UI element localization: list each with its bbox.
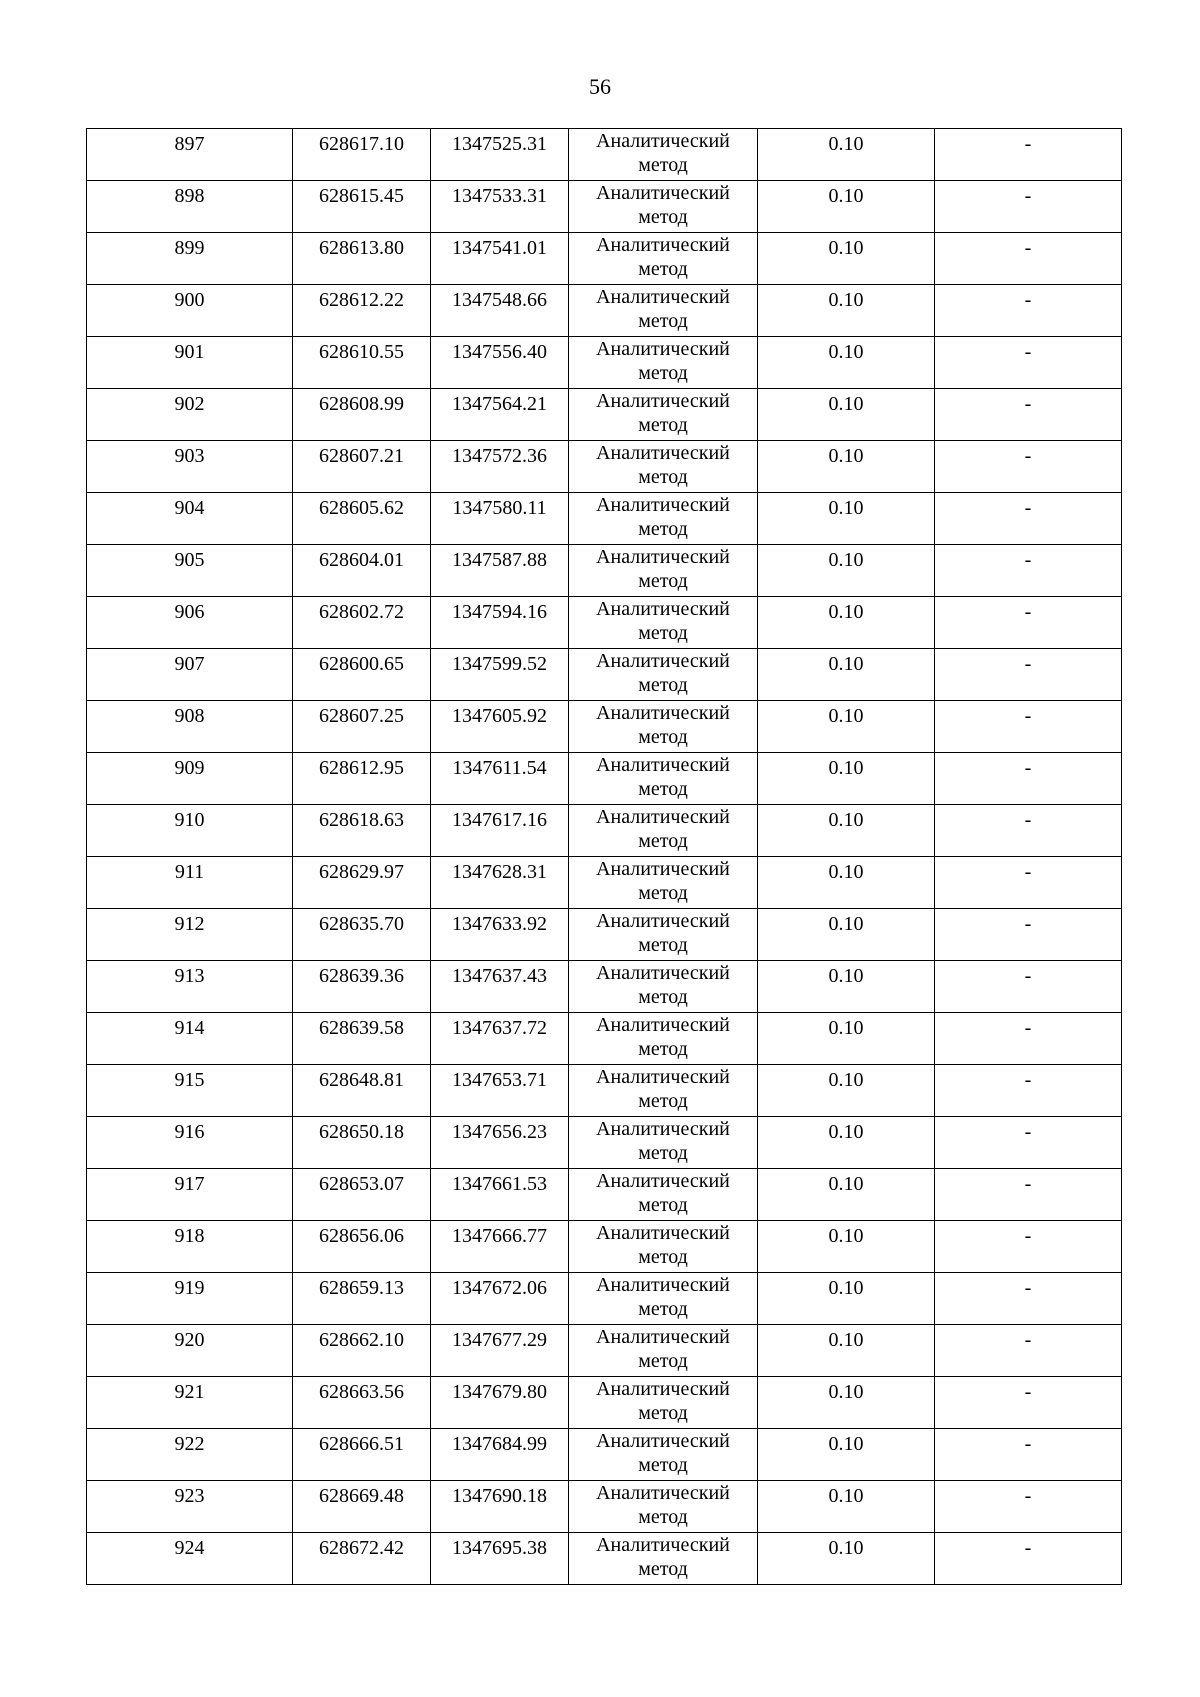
table-row — [87, 753, 1122, 805]
method-line-2: метод — [638, 1506, 688, 1528]
y-coordinate-cell: 1347695.38 — [431, 1533, 569, 1585]
y-coordinate-cell: 1347556.40 — [431, 337, 569, 389]
method-cell — [569, 1325, 758, 1377]
y-coordinate-cell: 1347666.77 — [431, 1221, 569, 1273]
x-coordinate-cell: 628666.51 — [293, 1429, 431, 1481]
x-coordinate-cell: 628669.48 — [293, 1481, 431, 1533]
method-line-1: Аналитический — [596, 1066, 730, 1088]
accuracy-cell: 0.10 — [758, 1377, 935, 1429]
point-number-cell: 919 — [87, 1273, 293, 1325]
note-cell: - — [935, 389, 1122, 441]
y-coordinate-cell: 1347677.29 — [431, 1325, 569, 1377]
method-line-2: метод — [638, 830, 688, 852]
note-cell: - — [935, 181, 1122, 233]
method-cell — [569, 1481, 758, 1533]
method-cell — [569, 1377, 758, 1429]
method-line-1: Аналитический — [596, 806, 730, 828]
accuracy-cell: 0.10 — [758, 805, 935, 857]
method-line-1: Аналитический — [596, 1326, 730, 1348]
method-cell — [569, 1065, 758, 1117]
method-cell — [569, 1429, 758, 1481]
point-number-cell: 922 — [87, 1429, 293, 1481]
y-coordinate-cell: 1347548.66 — [431, 285, 569, 337]
point-number-cell: 906 — [87, 597, 293, 649]
note-cell: - — [935, 1117, 1122, 1169]
y-coordinate-cell: 1347690.18 — [431, 1481, 569, 1533]
x-coordinate-cell: 628613.80 — [293, 233, 431, 285]
x-coordinate-cell: 628618.63 — [293, 805, 431, 857]
x-coordinate-cell: 628663.56 — [293, 1377, 431, 1429]
point-number-cell: 923 — [87, 1481, 293, 1533]
x-coordinate-cell: 628639.58 — [293, 1013, 431, 1065]
accuracy-cell: 0.10 — [758, 1273, 935, 1325]
method-line-2: метод — [638, 206, 688, 228]
accuracy-cell: 0.10 — [758, 1325, 935, 1377]
x-coordinate-cell: 628605.62 — [293, 493, 431, 545]
method-line-2: метод — [638, 882, 688, 904]
method-cell — [569, 649, 758, 701]
y-coordinate-cell: 1347599.52 — [431, 649, 569, 701]
accuracy-cell: 0.10 — [758, 1117, 935, 1169]
accuracy-cell: 0.10 — [758, 1429, 935, 1481]
method-cell — [569, 181, 758, 233]
x-coordinate-cell: 628612.95 — [293, 753, 431, 805]
method-line-2: метод — [638, 778, 688, 800]
table-body — [87, 129, 1122, 1585]
note-cell: - — [935, 1273, 1122, 1325]
method-line-1: Аналитический — [596, 598, 730, 620]
method-line-2: метод — [638, 1194, 688, 1216]
x-coordinate-cell: 628600.65 — [293, 649, 431, 701]
x-coordinate-cell: 628659.13 — [293, 1273, 431, 1325]
method-line-1: Аналитический — [596, 442, 730, 464]
method-line-1: Аналитический — [596, 286, 730, 308]
method-line-1: Аналитический — [596, 1222, 730, 1244]
accuracy-cell: 0.10 — [758, 181, 935, 233]
note-cell: - — [935, 909, 1122, 961]
table-row — [87, 1273, 1122, 1325]
method-line-2: метод — [638, 1038, 688, 1060]
y-coordinate-cell: 1347653.71 — [431, 1065, 569, 1117]
point-number-cell: 907 — [87, 649, 293, 701]
method-line-1: Аналитический — [596, 182, 730, 204]
note-cell: - — [935, 753, 1122, 805]
page-number: 56 — [589, 74, 611, 99]
y-coordinate-cell: 1347587.88 — [431, 545, 569, 597]
method-line-1: Аналитический — [596, 1274, 730, 1296]
x-coordinate-cell: 628656.06 — [293, 1221, 431, 1273]
method-line-2: метод — [638, 1298, 688, 1320]
accuracy-cell: 0.10 — [758, 909, 935, 961]
method-line-2: метод — [638, 934, 688, 956]
accuracy-cell: 0.10 — [758, 1481, 935, 1533]
y-coordinate-cell: 1347684.99 — [431, 1429, 569, 1481]
method-line-2: метод — [638, 1350, 688, 1372]
y-coordinate-cell: 1347572.36 — [431, 441, 569, 493]
method-line-1: Аналитический — [596, 1118, 730, 1140]
coordinates-table — [86, 128, 1122, 1585]
method-line-1: Аналитический — [596, 858, 730, 880]
method-cell — [569, 753, 758, 805]
method-cell — [569, 1169, 758, 1221]
y-coordinate-cell: 1347628.31 — [431, 857, 569, 909]
method-cell — [569, 1273, 758, 1325]
x-coordinate-cell: 628650.18 — [293, 1117, 431, 1169]
y-coordinate-cell: 1347580.11 — [431, 493, 569, 545]
note-cell: - — [935, 1533, 1122, 1585]
point-number-cell: 900 — [87, 285, 293, 337]
method-line-1: Аналитический — [596, 234, 730, 256]
y-coordinate-cell: 1347533.31 — [431, 181, 569, 233]
y-coordinate-cell: 1347617.16 — [431, 805, 569, 857]
accuracy-cell: 0.10 — [758, 597, 935, 649]
method-line-1: Аналитический — [596, 130, 730, 152]
x-coordinate-cell: 628602.72 — [293, 597, 431, 649]
accuracy-cell: 0.10 — [758, 285, 935, 337]
y-coordinate-cell: 1347564.21 — [431, 389, 569, 441]
point-number-cell: 918 — [87, 1221, 293, 1273]
method-cell — [569, 441, 758, 493]
accuracy-cell: 0.10 — [758, 649, 935, 701]
point-number-cell: 911 — [87, 857, 293, 909]
table-row — [87, 1221, 1122, 1273]
accuracy-cell: 0.10 — [758, 441, 935, 493]
x-coordinate-cell: 628617.10 — [293, 129, 431, 181]
method-line-1: Аналитический — [596, 494, 730, 516]
table-row — [87, 1481, 1122, 1533]
point-number-cell: 924 — [87, 1533, 293, 1585]
y-coordinate-cell: 1347661.53 — [431, 1169, 569, 1221]
accuracy-cell: 0.10 — [758, 389, 935, 441]
point-number-cell: 897 — [87, 129, 293, 181]
note-cell: - — [935, 1325, 1122, 1377]
table-row — [87, 1429, 1122, 1481]
note-cell: - — [935, 285, 1122, 337]
method-line-2: метод — [638, 310, 688, 332]
table-row — [87, 1169, 1122, 1221]
point-number-cell: 901 — [87, 337, 293, 389]
table-row — [87, 441, 1122, 493]
method-line-1: Аналитический — [596, 546, 730, 568]
method-line-2: метод — [638, 1090, 688, 1112]
note-cell: - — [935, 1377, 1122, 1429]
method-cell — [569, 285, 758, 337]
table-row — [87, 597, 1122, 649]
point-number-cell: 915 — [87, 1065, 293, 1117]
method-cell — [569, 961, 758, 1013]
method-cell — [569, 857, 758, 909]
note-cell: - — [935, 597, 1122, 649]
note-cell: - — [935, 545, 1122, 597]
table-row — [87, 857, 1122, 909]
method-line-2: метод — [638, 1454, 688, 1476]
point-number-cell: 905 — [87, 545, 293, 597]
table-row — [87, 909, 1122, 961]
method-cell — [569, 909, 758, 961]
table-row — [87, 1377, 1122, 1429]
method-cell — [569, 1117, 758, 1169]
x-coordinate-cell: 628662.10 — [293, 1325, 431, 1377]
y-coordinate-cell: 1347525.31 — [431, 129, 569, 181]
point-number-cell: 910 — [87, 805, 293, 857]
method-line-2: метод — [638, 1246, 688, 1268]
note-cell: - — [935, 1169, 1122, 1221]
y-coordinate-cell: 1347656.23 — [431, 1117, 569, 1169]
x-coordinate-cell: 628648.81 — [293, 1065, 431, 1117]
point-number-cell: 908 — [87, 701, 293, 753]
method-cell — [569, 805, 758, 857]
method-cell — [569, 337, 758, 389]
method-line-2: метод — [638, 1402, 688, 1424]
note-cell: - — [935, 1221, 1122, 1273]
y-coordinate-cell: 1347605.92 — [431, 701, 569, 753]
method-cell — [569, 597, 758, 649]
method-line-1: Аналитический — [596, 1170, 730, 1192]
y-coordinate-cell: 1347633.92 — [431, 909, 569, 961]
point-number-cell: 914 — [87, 1013, 293, 1065]
table-row — [87, 493, 1122, 545]
note-cell: - — [935, 1013, 1122, 1065]
method-line-2: метод — [638, 258, 688, 280]
method-line-1: Аналитический — [596, 1534, 730, 1556]
note-cell: - — [935, 1065, 1122, 1117]
method-line-1: Аналитический — [596, 390, 730, 412]
method-line-2: метод — [638, 362, 688, 384]
table-row — [87, 337, 1122, 389]
method-cell — [569, 129, 758, 181]
point-number-cell: 916 — [87, 1117, 293, 1169]
point-number-cell: 902 — [87, 389, 293, 441]
x-coordinate-cell: 628604.01 — [293, 545, 431, 597]
note-cell: - — [935, 961, 1122, 1013]
method-line-2: метод — [638, 518, 688, 540]
method-line-1: Аналитический — [596, 1378, 730, 1400]
accuracy-cell: 0.10 — [758, 701, 935, 753]
accuracy-cell: 0.10 — [758, 129, 935, 181]
x-coordinate-cell: 628629.97 — [293, 857, 431, 909]
x-coordinate-cell: 628610.55 — [293, 337, 431, 389]
x-coordinate-cell: 628635.70 — [293, 909, 431, 961]
x-coordinate-cell: 628612.22 — [293, 285, 431, 337]
y-coordinate-cell: 1347611.54 — [431, 753, 569, 805]
point-number-cell: 917 — [87, 1169, 293, 1221]
table-row — [87, 1325, 1122, 1377]
method-cell — [569, 493, 758, 545]
method-line-2: метод — [638, 154, 688, 176]
method-cell — [569, 701, 758, 753]
method-line-1: Аналитический — [596, 702, 730, 724]
y-coordinate-cell: 1347672.06 — [431, 1273, 569, 1325]
note-cell: - — [935, 857, 1122, 909]
method-line-2: метод — [638, 726, 688, 748]
accuracy-cell: 0.10 — [758, 493, 935, 545]
point-number-cell: 920 — [87, 1325, 293, 1377]
method-cell — [569, 389, 758, 441]
accuracy-cell: 0.10 — [758, 961, 935, 1013]
x-coordinate-cell: 628607.25 — [293, 701, 431, 753]
note-cell: - — [935, 441, 1122, 493]
method-cell — [569, 1013, 758, 1065]
method-line-2: метод — [638, 986, 688, 1008]
x-coordinate-cell: 628608.99 — [293, 389, 431, 441]
y-coordinate-cell: 1347679.80 — [431, 1377, 569, 1429]
accuracy-cell: 0.10 — [758, 1065, 935, 1117]
y-coordinate-cell: 1347637.72 — [431, 1013, 569, 1065]
note-cell: - — [935, 1429, 1122, 1481]
accuracy-cell: 0.10 — [758, 337, 935, 389]
y-coordinate-cell: 1347594.16 — [431, 597, 569, 649]
y-coordinate-cell: 1347637.43 — [431, 961, 569, 1013]
accuracy-cell: 0.10 — [758, 753, 935, 805]
table-row — [87, 701, 1122, 753]
method-line-2: метод — [638, 1142, 688, 1164]
table-row — [87, 129, 1122, 181]
point-number-cell: 909 — [87, 753, 293, 805]
method-line-2: метод — [638, 674, 688, 696]
point-number-cell: 913 — [87, 961, 293, 1013]
note-cell: - — [935, 233, 1122, 285]
point-number-cell: 899 — [87, 233, 293, 285]
accuracy-cell: 0.10 — [758, 857, 935, 909]
method-cell — [569, 1221, 758, 1273]
note-cell: - — [935, 649, 1122, 701]
accuracy-cell: 0.10 — [758, 1533, 935, 1585]
method-cell — [569, 1533, 758, 1585]
point-number-cell: 898 — [87, 181, 293, 233]
point-number-cell: 921 — [87, 1377, 293, 1429]
table-row — [87, 1117, 1122, 1169]
method-line-1: Аналитический — [596, 338, 730, 360]
note-cell: - — [935, 493, 1122, 545]
accuracy-cell: 0.10 — [758, 1221, 935, 1273]
x-coordinate-cell: 628607.21 — [293, 441, 431, 493]
method-line-1: Аналитический — [596, 1014, 730, 1036]
table-row — [87, 285, 1122, 337]
method-line-2: метод — [638, 466, 688, 488]
x-coordinate-cell: 628615.45 — [293, 181, 431, 233]
method-line-1: Аналитический — [596, 1482, 730, 1504]
accuracy-cell: 0.10 — [758, 1013, 935, 1065]
note-cell: - — [935, 129, 1122, 181]
accuracy-cell: 0.10 — [758, 545, 935, 597]
table-row — [87, 649, 1122, 701]
method-line-2: метод — [638, 622, 688, 644]
x-coordinate-cell: 628672.42 — [293, 1533, 431, 1585]
point-number-cell: 912 — [87, 909, 293, 961]
table-row — [87, 1533, 1122, 1585]
table-row — [87, 181, 1122, 233]
method-line-1: Аналитический — [596, 910, 730, 932]
table-row — [87, 961, 1122, 1013]
table-row — [87, 1013, 1122, 1065]
note-cell: - — [935, 337, 1122, 389]
accuracy-cell: 0.10 — [758, 1169, 935, 1221]
table-row — [87, 545, 1122, 597]
method-line-2: метод — [638, 1558, 688, 1580]
x-coordinate-cell: 628639.36 — [293, 961, 431, 1013]
note-cell: - — [935, 701, 1122, 753]
accuracy-cell: 0.10 — [758, 233, 935, 285]
point-number-cell: 903 — [87, 441, 293, 493]
table-row — [87, 389, 1122, 441]
table-row — [87, 233, 1122, 285]
note-cell: - — [935, 1481, 1122, 1533]
table-row — [87, 805, 1122, 857]
point-number-cell: 904 — [87, 493, 293, 545]
y-coordinate-cell: 1347541.01 — [431, 233, 569, 285]
x-coordinate-cell: 628653.07 — [293, 1169, 431, 1221]
method-cell — [569, 545, 758, 597]
method-line-1: Аналитический — [596, 754, 730, 776]
method-line-1: Аналитический — [596, 962, 730, 984]
method-line-1: Аналитический — [596, 1430, 730, 1452]
method-cell — [569, 233, 758, 285]
method-line-2: метод — [638, 414, 688, 436]
note-cell: - — [935, 805, 1122, 857]
method-line-2: метод — [638, 570, 688, 592]
table-row — [87, 1065, 1122, 1117]
method-line-1: Аналитический — [596, 650, 730, 672]
